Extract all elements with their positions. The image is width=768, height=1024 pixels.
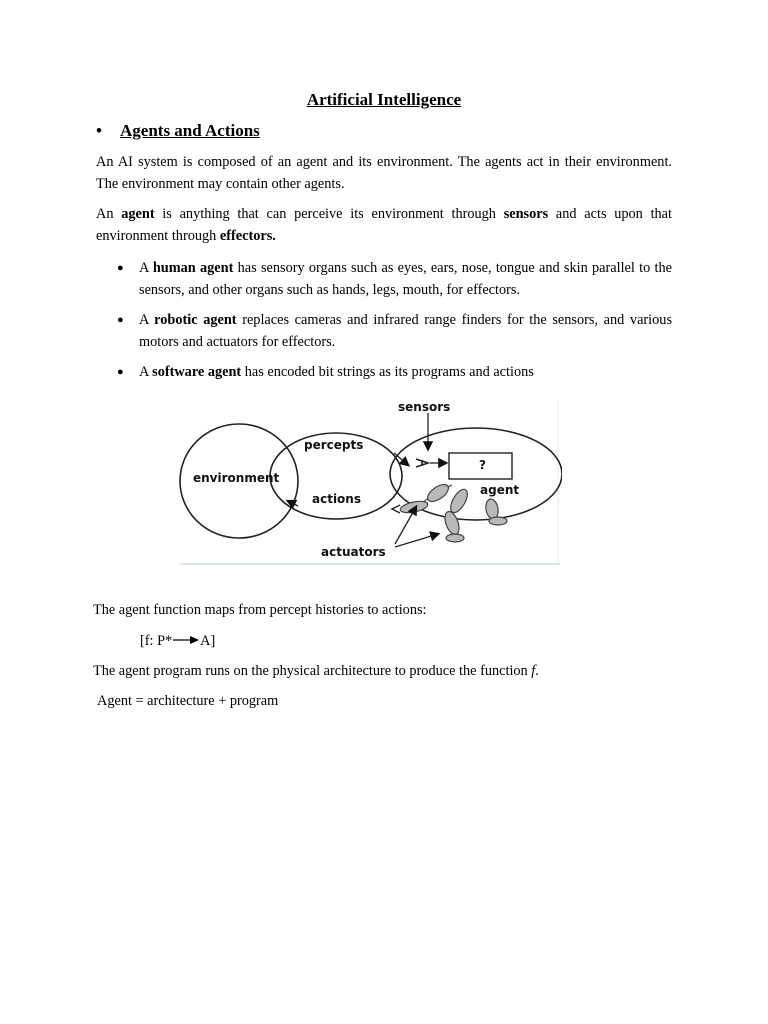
function-symbol: f — [531, 663, 536, 679]
actuators-label: actuators — [321, 545, 386, 559]
list-item-prefix: A — [139, 364, 153, 380]
sensors-label: sensors — [398, 400, 451, 414]
bullet-icon: ● — [117, 314, 124, 326]
list-item-body: replaces cameras and infrared range finders for the sensors, and various motors and actuators for effectors. — [139, 312, 673, 350]
intro-paragraph: An AI system is composed of an agent and its environment. The agents act in their environment. The environment may contain other agents. — [96, 154, 672, 192]
formula-right: A] — [200, 633, 216, 649]
actions-label: actions — [312, 492, 361, 506]
agent-program-line — [93, 660, 693, 682]
agent-equation-line: Agent = architecture + program — [97, 693, 279, 709]
section-heading — [96, 120, 260, 142]
para2-text-3: and acts upon that environment through — [96, 206, 673, 244]
bullet-icon: • — [96, 121, 102, 140]
list-item-prefix: A — [139, 260, 153, 276]
program-line-text: The agent program runs on the physical architecture to produce the function — [93, 663, 532, 679]
para2-text-1: An — [96, 206, 122, 222]
software-agent-term: software agent — [152, 364, 242, 380]
robotic-agent-term: robotic agent — [154, 312, 237, 328]
list-item-text — [117, 309, 672, 353]
list-item-text — [117, 257, 672, 301]
effectors-term: effectors. — [219, 228, 276, 244]
environment-label: environment — [193, 471, 280, 485]
list-item-text — [117, 361, 672, 383]
agent-function-line: The agent function maps from percept histories to actions: — [93, 602, 427, 618]
arrow-right-icon — [172, 635, 200, 645]
list-item-body: has encoded bit strings as its programs and actions — [241, 364, 534, 380]
bullet-icon: ● — [117, 262, 124, 274]
percepts-label: percepts — [304, 438, 364, 452]
agent-definition-paragraph — [96, 203, 672, 247]
list-item-body: has sensory organs such as eyes, ears, nose, tongue and skin parallel to the sensors, and other organs such as hands, legs, mouth, for effectors. — [139, 260, 673, 298]
question-label: ? — [479, 458, 486, 472]
bullet-icon: ● — [117, 366, 124, 378]
para2-text-2: is anything that can perceive its environment through — [154, 206, 504, 222]
actuator-leg-icon — [447, 487, 470, 516]
list-item — [117, 309, 672, 353]
list-item-prefix: A — [139, 312, 155, 328]
program-line-end: . — [535, 663, 539, 679]
formula-left: [f: P* — [140, 633, 173, 649]
human-agent-term: human agent — [152, 260, 234, 276]
section-heading-text: Agents and Actions — [120, 121, 260, 140]
list-item — [117, 361, 672, 383]
list-item — [117, 257, 672, 301]
agent-label: agent — [480, 483, 520, 497]
sensor-eye-icon — [416, 459, 428, 467]
page-title: Artificial Intelligence — [306, 90, 462, 109]
formula-line — [140, 630, 740, 652]
agent-environment-diagram — [176, 397, 562, 567]
sensors-term: sensors — [503, 206, 549, 222]
agent-term: agent — [121, 206, 155, 222]
